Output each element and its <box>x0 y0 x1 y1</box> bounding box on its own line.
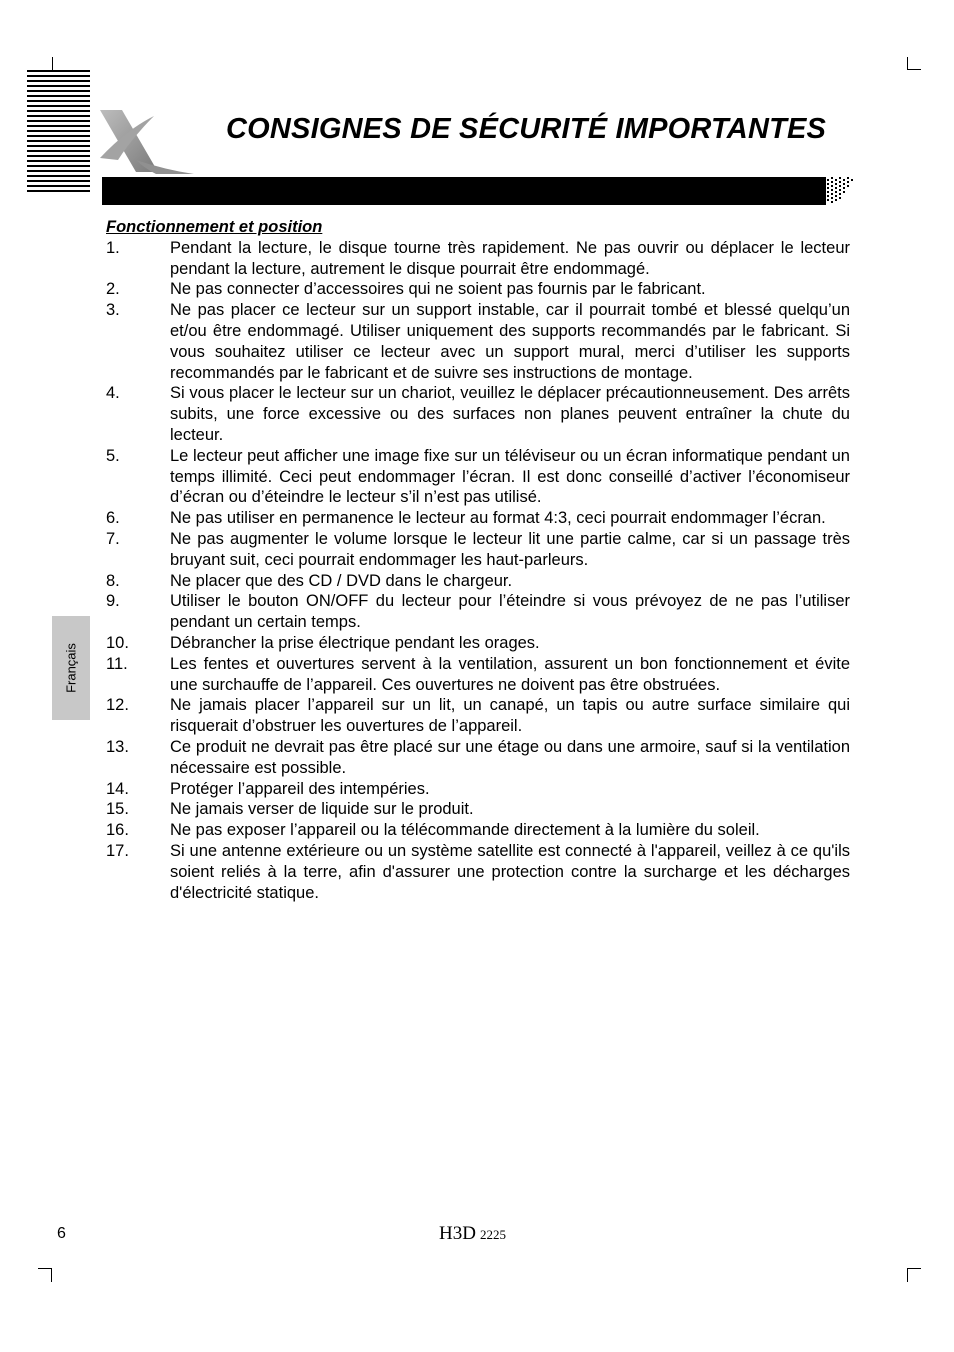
list-item-text: Ne pas connecter d’accessoires qui ne soient pas fournis par le fabricant. <box>170 280 706 299</box>
list-item-text: Les fentes et ouvertures servent à la ventilation, assurent un bon fonctionnement et évite une surchauffe de l’appareil. Ces ouvertures ne doivent pas être obstruées. <box>170 654 850 694</box>
language-tab <box>52 616 90 720</box>
model-name: H3D <box>439 1223 476 1244</box>
list-item <box>106 633 850 654</box>
list-item-text: Ne pas utiliser en permanence le lecteur au format 4:3, ceci pourrait endommager l’écran. <box>170 509 826 528</box>
list-item-number: 5. <box>106 446 120 465</box>
list-item-text: Si vous placer le lecteur sur un chariot, veuillez le déplacer précautionneusement. Des arrêts subits, une force excessive ou des surfaces non planes peuvent entraîner la chute du lecteur. <box>170 384 850 444</box>
list-item-text: Ne pas placer ce lecteur sur un support instable, car il pourrait tombé et blessé quelqu’un et/ou être endommagé. Utiliser uniquement des supports recommandés par le fabricant. Si vous souhaitez utiliser ce lecteur avec un support mural, merci d’utiliser les supports recommandés par le fabricant et de suivre ses instructions de montage. <box>170 301 850 382</box>
list-item <box>106 591 850 633</box>
instruction-list <box>106 238 850 904</box>
list-item <box>106 654 850 696</box>
list-item-number: 8. <box>106 571 120 590</box>
list-item-text: Le lecteur peut afficher une image fixe sur un téléviseur ou un écran informatique pendant un temps illimité. Ceci peut endommager l’écran. Il est donc conseillé d’activer l’économiseur d’écran ou d’éteindre le lecteur s’il n’est pas utilisé. <box>170 446 850 507</box>
list-item-text: Débrancher la prise électrique pendant les orages. <box>170 633 540 652</box>
list-item-text: Ne pas augmenter le volume lorsque le lecteur lit une partie calme, car si un passage très bruyant suit, ceci pourrait endommager les haut-parleurs. <box>170 529 850 569</box>
language-tab-label: Français <box>63 643 79 693</box>
list-item-number: 1. <box>106 238 120 257</box>
list-item <box>106 799 850 820</box>
list-item <box>106 779 850 800</box>
list-item-number: 15. <box>106 800 129 819</box>
list-item-text: Ne jamais verser de liquide sur le produit. <box>170 800 474 819</box>
section-title: Fonctionnement et position <box>106 218 323 236</box>
list-item-number: 9. <box>106 592 120 611</box>
list-item <box>106 300 850 383</box>
list-item-text: Ne jamais placer l’appareil sur un lit, un canapé, un tapis ou autre surface similaire qui risquerait d’obstruer les ouvertures de l’appareil. <box>170 696 850 736</box>
list-item-text: Si une antenne extérieure ou un système satellite est connecté à l'appareil, veillez à ce qu'ils soient reliés à la terre, afin d'assurer une protection contre la surcharge et les décharges d'électricité statique. <box>170 841 850 902</box>
list-item-text: Ne pas exposer l’appareil ou la télécommande directement à la lumière du soleil. <box>170 821 760 840</box>
list-item-number: 11. <box>106 654 128 673</box>
list-item-number: 2. <box>106 280 120 299</box>
model-number: 2225 <box>479 1227 506 1242</box>
list-item <box>106 446 850 508</box>
list-item-text: Ce produit ne devrait pas être placé sur une étage ou dans une armoire, sauf si la ventilation nécessaire est possible. <box>170 737 850 777</box>
main-content <box>106 217 850 903</box>
x-logo-icon <box>96 108 196 178</box>
list-item-number: 4. <box>106 384 120 403</box>
list-item <box>106 383 850 445</box>
list-item-number: 16. <box>106 821 129 840</box>
list-item <box>106 571 850 592</box>
list-item-number: 3. <box>106 301 120 320</box>
list-item-number: 13. <box>106 737 129 756</box>
list-item-number: 17. <box>106 841 129 860</box>
list-item-number: 7. <box>106 529 120 548</box>
list-item <box>106 279 850 300</box>
list-item <box>106 841 850 903</box>
header-stripes <box>27 70 90 195</box>
list-item-text: Protéger l’appareil des intempéries. <box>170 779 430 798</box>
list-item <box>106 508 850 529</box>
list-item <box>106 238 850 280</box>
halftone-dots <box>818 177 856 205</box>
list-item <box>106 820 850 841</box>
page-title: CONSIGNES DE SÉCURITÉ IMPORTANTES <box>226 113 827 145</box>
model-logo <box>439 1223 506 1245</box>
list-item-number: 6. <box>106 509 120 528</box>
page-number: 6 <box>57 1225 66 1242</box>
list-item-text: Pendant la lecture, le disque tourne très rapidement. Ne pas ouvrir ou déplacer le lecteur pendant la lecture, autrement le disque pourrait être endommagé. <box>170 238 850 278</box>
list-item-number: 12. <box>106 696 129 715</box>
list-item-number: 14. <box>106 779 129 798</box>
list-item-text: Utiliser le bouton ON/OFF du lecteur pour l’éteindre si vous prévoyez de ne pas l’utiliser pendant un certain temps. <box>170 592 850 632</box>
list-item-text: Ne placer que des CD / DVD dans le chargeur. <box>170 571 513 590</box>
list-item-number: 10. <box>106 633 129 652</box>
list-item <box>106 529 850 571</box>
list-item <box>106 737 850 779</box>
list-item <box>106 695 850 737</box>
title-bar <box>102 177 825 205</box>
